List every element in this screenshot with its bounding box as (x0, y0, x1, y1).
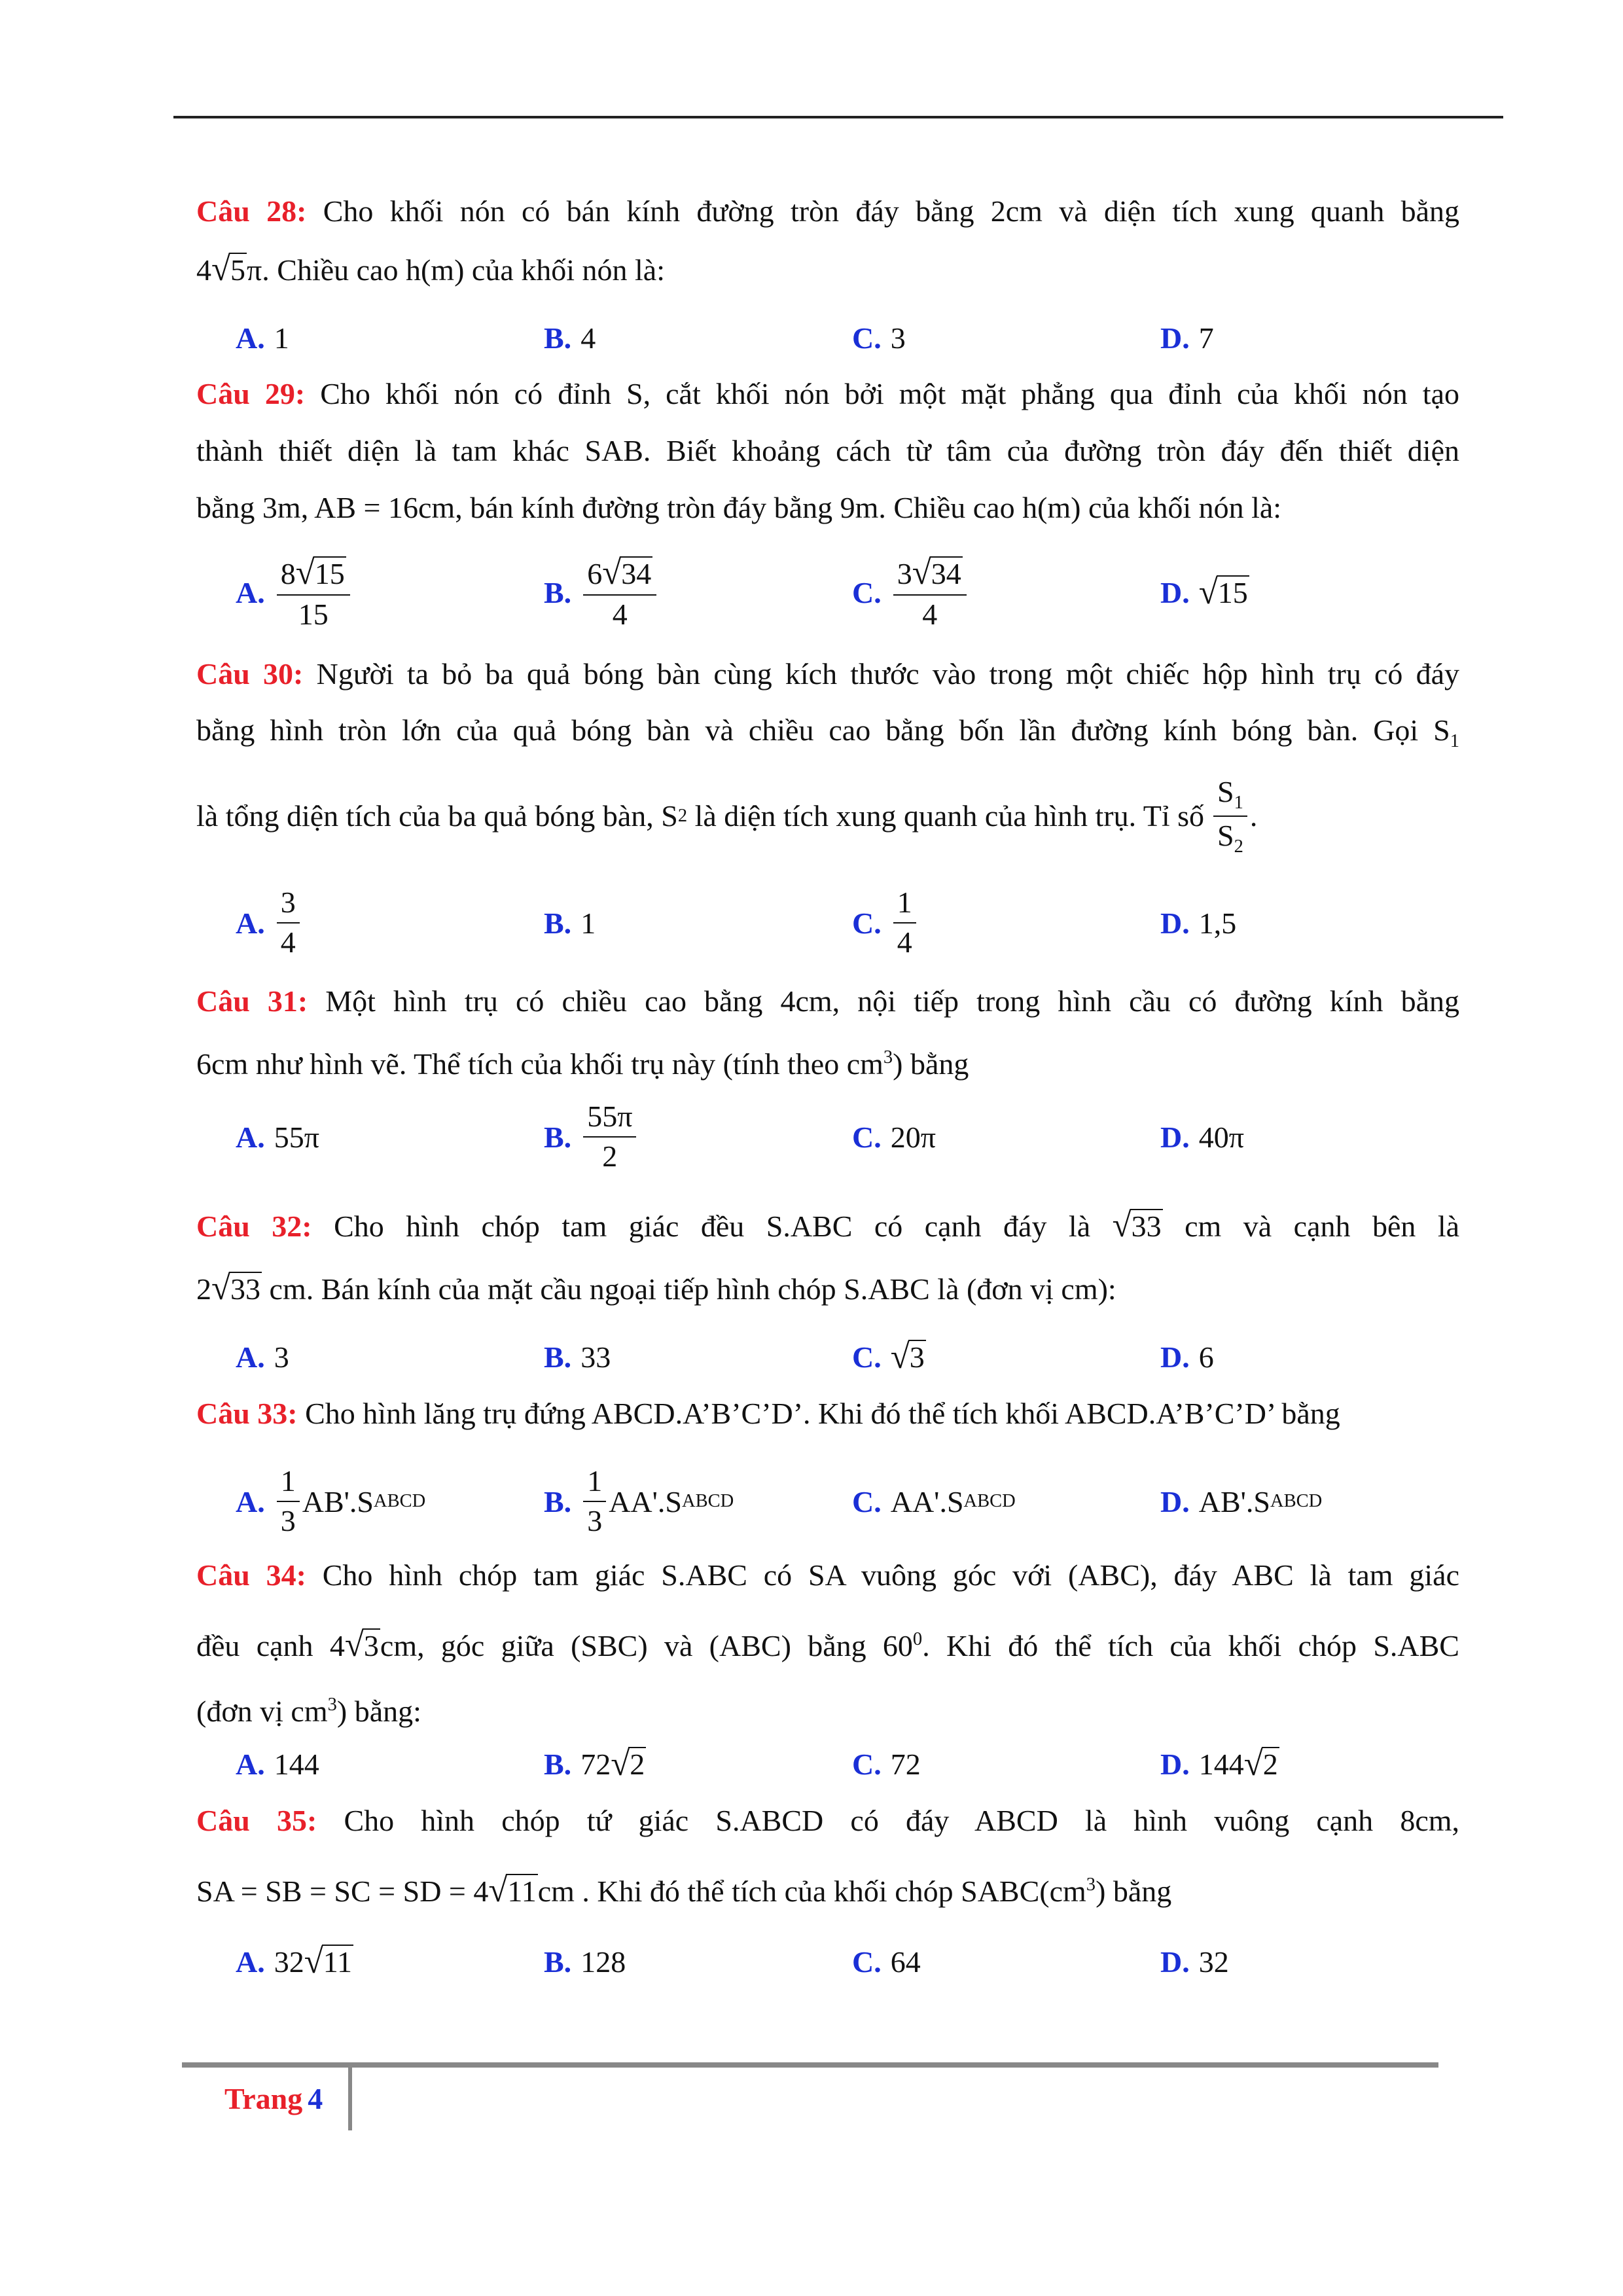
q33-options (236, 1456, 1479, 1547)
q30-option-d[interactable]: D. 1,5 (1160, 906, 1237, 940)
radical-icon: √ (602, 553, 622, 592)
fraction: $\frac{8√15}{15}$ (277, 554, 350, 632)
q31-option-c[interactable]: C. 20π (852, 1120, 936, 1154)
q32-option-d[interactable]: D. 6 (1160, 1340, 1214, 1374)
q34-label: Câu 34: (196, 1558, 306, 1592)
q30-line-2: bằng hình tròn lớn của quả bóng bàn và chiều cao bằng bốn lần đường kính bóng bàn. Gọi $S_1$ (196, 713, 1459, 751)
q31-line-2: 6cm như hình vẽ. Thể tích của khối trụ này (tính theo $cm^3$) bằng (196, 1047, 969, 1081)
q31-option-b[interactable]: B. $\frac{55\pi}{2}$ (544, 1094, 639, 1179)
q32-label: Câu 32: (196, 1210, 312, 1243)
q29-line-3: bằng 3m, AB = 16cm, bán kính đường tròn đáy bằng 9m. Chiều cao h(m) của khối nón là: (196, 491, 1282, 524)
q29-option-c[interactable]: C. $\frac{3√34}{4}$ (852, 547, 969, 638)
q32-line-2: 2√33 cm. Bán kính của mặt cầu ngoại tiếp hình chóp S.ABC là (đơn vị cm): (196, 1269, 1116, 1307)
q33-option-c[interactable]: C. AA'.S ABCD (852, 1484, 1016, 1518)
fraction: $\frac{3}{4}$ (277, 886, 300, 959)
q32-line-1: Câu 32: Cho hình chóp tam giác đều S.ABC có cạnh đáy là √33 cm và cạnh bên là (196, 1206, 1460, 1244)
radical-icon: √ (344, 1626, 364, 1664)
q31-line-1: Câu 31: Một hình trụ có chiều cao bằng 4cm, nội tiếp trong hình cầu có đường kính bằng (196, 984, 1460, 1018)
q35-options (236, 1926, 1479, 1998)
q35-option-a[interactable]: A. 32 √ 11 (236, 1943, 353, 1981)
q28-option-a[interactable]: A. 1 (236, 321, 289, 355)
fraction: $\frac{1}{3}$ (277, 1465, 300, 1537)
q30-line-1: Câu 30: Người ta bỏ ba quả bóng bàn cùng kích thước vào trong một chiếc hộp hình trụ có đáy (196, 657, 1460, 691)
q34-line-3: (đơn vị $cm^3$) bằng: (196, 1695, 421, 1729)
q31-option-a[interactable]: A. 55π (236, 1120, 319, 1154)
q33-option-a[interactable]: A. $\frac{1}{3}$ AB'.S ABCD (236, 1464, 426, 1537)
q30-option-a[interactable]: A. $\frac{3}{4}$ (236, 877, 302, 969)
question-34 (196, 1556, 1459, 1731)
footer-divider (348, 2065, 352, 2130)
page-footer (224, 2081, 323, 2116)
question-32 (196, 1206, 1459, 1309)
q28-option-b[interactable]: B. 4 (544, 321, 596, 355)
fraction: $\frac{1}{4}$ (893, 886, 916, 959)
q29-option-a[interactable]: A. $\frac{8√15}{15}$ (236, 547, 353, 638)
q32-option-a[interactable]: A. 3 (236, 1340, 289, 1374)
q33-label: Câu 33: (196, 1397, 298, 1430)
q35-line-2: SA = SB = SC = SD = 4√11cm . Khi đó thể tích của khối chóp $SABC(cm^3)$ bằng (196, 1871, 1172, 1910)
radical-icon: √ (488, 1871, 508, 1910)
q35-option-d[interactable]: D. 32 (1160, 1945, 1229, 1979)
q35-option-c[interactable]: C. 64 (852, 1945, 921, 1979)
q32-options (236, 1321, 1479, 1393)
q33-option-b[interactable]: B. $\frac{1}{3}$ AA'.S ABCD (544, 1464, 734, 1537)
question-31 (196, 982, 1459, 1084)
question-33 (196, 1394, 1459, 1433)
q31-option-d[interactable]: D. 40π (1160, 1120, 1244, 1154)
q30-option-c[interactable]: C. $\frac{1}{4}$ (852, 877, 919, 969)
q35-option-b[interactable]: B. 128 (544, 1945, 626, 1979)
radical-icon: √ (1112, 1206, 1132, 1244)
footer-rule (182, 2062, 1438, 2068)
q28-text-2: . Chiều cao h(m) của khối nón là: (262, 253, 665, 287)
footer-page-number: 4 (308, 2082, 323, 2115)
question-28 (196, 192, 1459, 290)
ratio-fraction: $\frac{S_1}{S_2}$ (1213, 776, 1247, 857)
q34-options (236, 1728, 1479, 1800)
header-rule (173, 116, 1503, 118)
radical-icon: √ (211, 250, 231, 288)
q30-label: Câu 30: (196, 657, 304, 691)
question-35 (196, 1801, 1459, 1911)
q28-option-c[interactable]: C. 3 (852, 321, 906, 355)
q29-option-d[interactable]: D. √ 15 (1160, 573, 1248, 611)
q28-line-1 (196, 192, 1459, 231)
footer-page-word: Trang (224, 2082, 303, 2115)
q35-line-1: Câu 35: Cho hình chóp tứ giác S.ABCD có đáy ABCD là hình vuông cạnh 8cm, (196, 1804, 1460, 1837)
fraction: $\frac{1}{3}$ (583, 1465, 606, 1537)
fraction: $\frac{55\pi}{2}$ (583, 1100, 636, 1173)
question-29 (196, 374, 1459, 528)
q28-label: Câu 28: (196, 194, 307, 228)
radical-icon: √ (1243, 1745, 1263, 1783)
q28-radicand: 5 (230, 253, 246, 287)
radical-icon: √ (304, 1943, 323, 1981)
q32-option-c[interactable]: C. √ 3 (852, 1338, 925, 1376)
radical-icon: √ (1198, 573, 1218, 611)
radical-icon: √ (611, 1745, 630, 1783)
q30-line-3: là tổng diện tích của ba quả bóng bàn, S 2 là diện tích xung quanh của hình trụ. Tỉ số $\frac{S_1}{S_2}$ . (196, 774, 1258, 857)
q34-line-1: Câu 34: Cho hình chóp tam giác S.ABC có SA vuông góc với (ABC), đáy ABC là tam giác (196, 1558, 1460, 1592)
q30-option-b[interactable]: B. 1 (544, 906, 596, 940)
q29-line-2: thành thiết diện là tam khác SAB. Biết khoảng cách từ tâm của đường tròn đáy đến thiết diện (196, 434, 1459, 467)
radical-icon: √ (211, 1269, 231, 1307)
question-30 (196, 655, 1459, 857)
q28-line-2 (196, 249, 1459, 290)
q31-options (236, 1094, 1479, 1179)
fraction: $\frac{3√34}{4}$ (893, 554, 967, 632)
q33-option-d[interactable]: D. AB'.S ABCD (1160, 1484, 1323, 1518)
radical-icon: √ (890, 1338, 910, 1376)
q34-option-a[interactable]: A. 144 (236, 1747, 319, 1781)
q29-option-b[interactable]: B. $\frac{6√34}{4}$ (544, 547, 659, 638)
q32-option-b[interactable]: B. 33 (544, 1340, 611, 1374)
q28-options (236, 302, 1479, 374)
q31-label: Câu 31: (196, 984, 308, 1018)
radical-icon: √ (912, 553, 931, 592)
q29-label: Câu 29: (196, 377, 306, 410)
q29-options (236, 547, 1479, 638)
q29-line-1: Câu 29: Cho khối nón có đỉnh S, cắt khối nón bởi một mặt phẳng qua đỉnh của khối nón tạo (196, 377, 1459, 410)
q28-pi: π (247, 253, 262, 287)
q34-option-c[interactable]: C. 72 (852, 1747, 921, 1781)
q34-option-b[interactable]: B. 72 √ 2 (544, 1745, 645, 1783)
radical-icon: √ (295, 553, 315, 592)
fraction: $\frac{6√34}{4}$ (583, 554, 656, 632)
q34-option-d[interactable]: D. 144 √ 2 (1160, 1745, 1278, 1783)
q34-line-2: đều cạnh 4√3cm, góc giữa (SBC) và (ABC) bằng $60^0$. Khi đó thể tích của khối chóp S.ABC (196, 1626, 1459, 1664)
q33-line-1: Câu 33: Cho hình lăng trụ đứng ABCD.A’B’C’D’. Khi đó thể tích khối ABCD.A’B’C’D’ bằng (196, 1397, 1340, 1430)
q28-option-d[interactable]: D. 7 (1160, 321, 1214, 355)
q28-coef: 4 (196, 253, 211, 287)
q30-options (236, 877, 1479, 969)
q35-label: Câu 35: (196, 1804, 317, 1837)
q28-text-1: Cho khối nón có bán kính đường tròn đáy bằng 2cm và diện tích xung quanh bằng (323, 194, 1460, 228)
